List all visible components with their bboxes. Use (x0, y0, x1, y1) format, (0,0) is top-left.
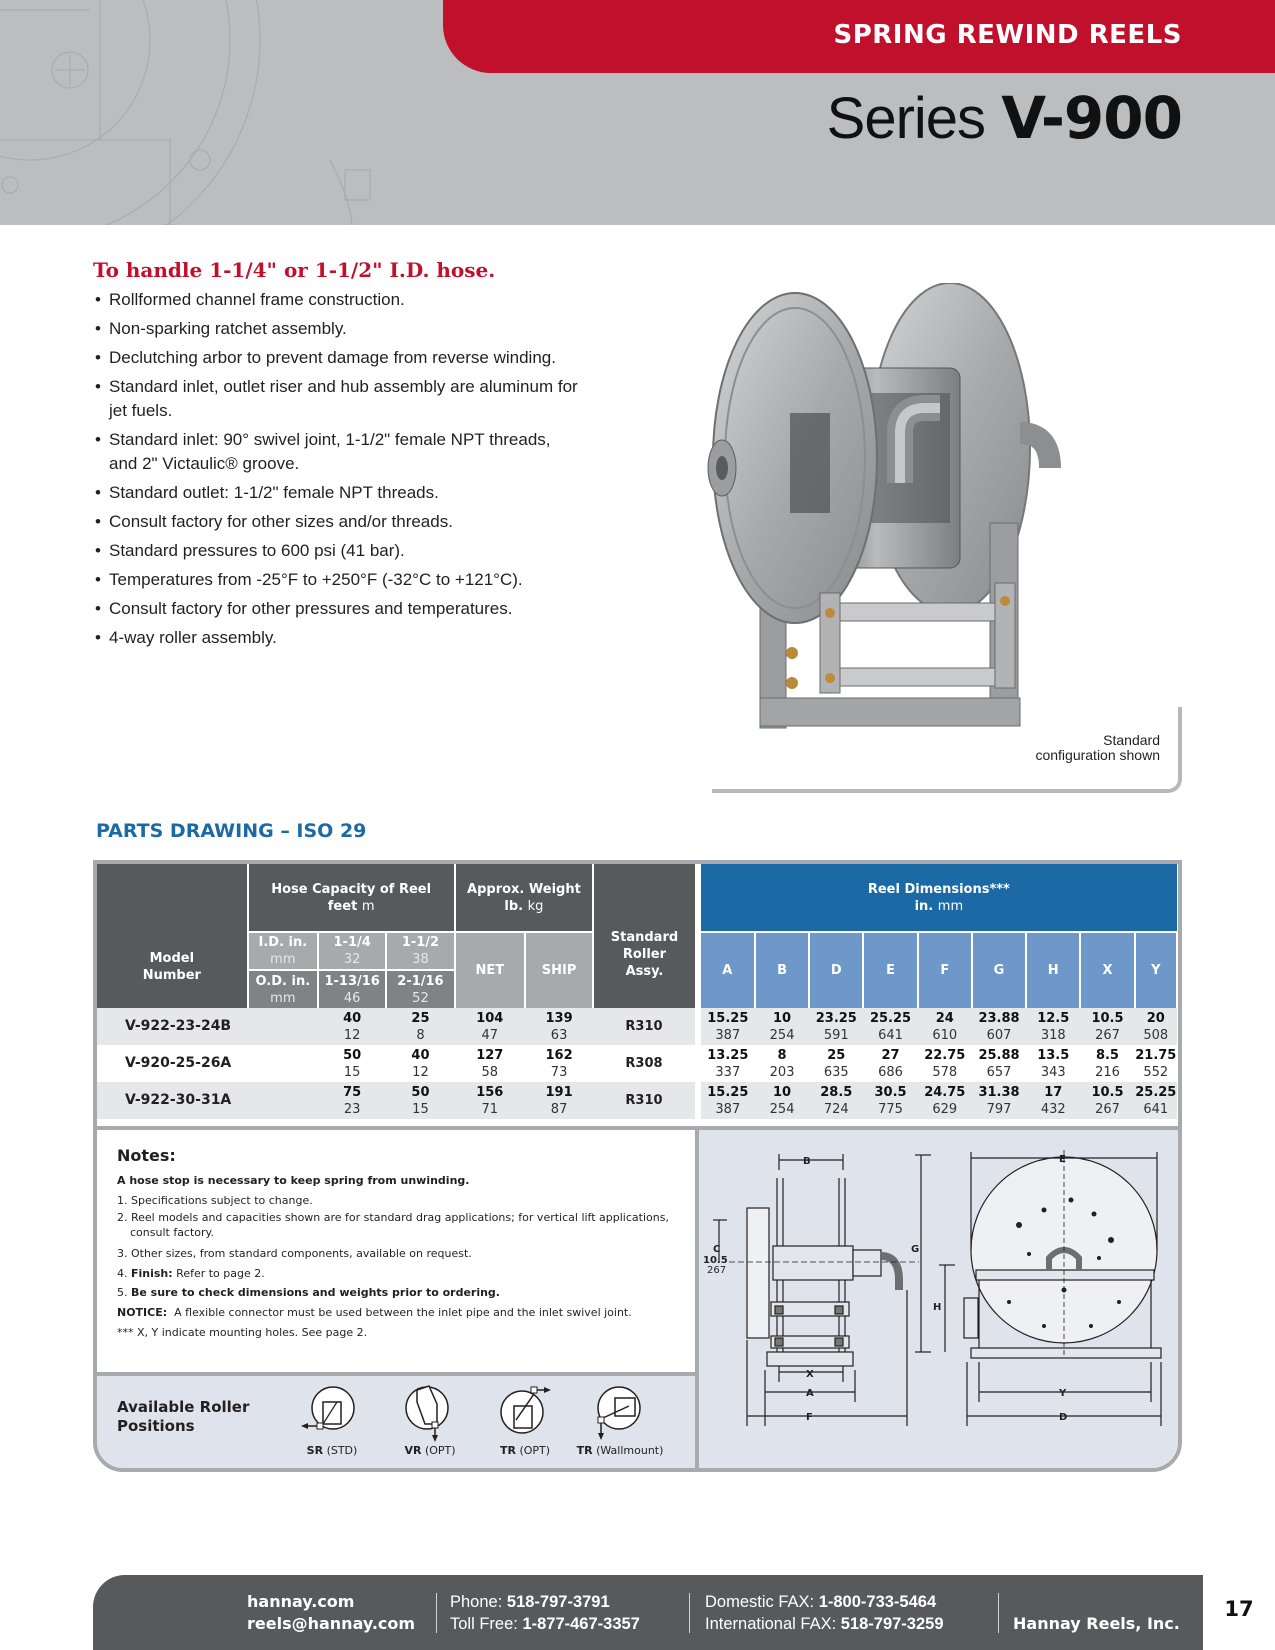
feature-item: • 4-way roller assembly. (93, 626, 583, 650)
check-text: Be sure to check dimensions and weights prior to ordering. (131, 1286, 500, 1300)
hose-size-od-in: 1-13/16 (324, 973, 380, 989)
company-name: Hannay Reels, Inc. (1013, 1614, 1180, 1633)
value-metric: 641 (878, 1027, 903, 1043)
notice-label: NOTICE: (117, 1305, 168, 1319)
dim-label-e: E (1059, 1154, 1066, 1165)
international-fax-line (705, 1613, 944, 1635)
roller-position-sr (277, 1382, 387, 1457)
hose-size-od-mm: 52 (412, 990, 429, 1006)
roller-code: VR (404, 1444, 422, 1457)
roller-note: (OPT) (424, 1444, 456, 1457)
roller-label (277, 1444, 387, 1457)
roller-position-vr (375, 1382, 485, 1457)
value-metric: 641 (1143, 1101, 1169, 1117)
dim-col-header: D (809, 932, 863, 1008)
dim-label-c-in: 10.5 (703, 1255, 728, 1266)
dim-cell (972, 1082, 1026, 1119)
dim-cell (1135, 1045, 1177, 1082)
value-metric: 610 (932, 1027, 958, 1043)
value-imperial: 50 (343, 1047, 362, 1063)
dim-cell (1026, 1082, 1080, 1119)
dim-col-header: B (755, 932, 809, 1008)
dim-cell (1080, 1045, 1134, 1082)
value-imperial: 156 (476, 1084, 504, 1100)
feature-item: • Temperatures from -25°F to +250°F (-32°C to +121°C). (93, 568, 583, 592)
dim-label-a: A (806, 1388, 814, 1399)
category-title: SPRING REWIND REELS (833, 20, 1182, 50)
tollfree-label: Toll Free: (450, 1615, 523, 1633)
parts-drawing-title: PARTS DRAWING – ISO 29 (96, 820, 367, 842)
footer-divider (689, 1593, 690, 1633)
dim-cell (1080, 1008, 1134, 1045)
roller-sr-icon (297, 1382, 367, 1444)
phone-label: Phone: (450, 1593, 507, 1611)
hose-size-id-in: 1-1/2 (401, 935, 440, 950)
weight-header-text: Approx. Weight (467, 881, 581, 897)
roller-positions-title: Available Roller Positions (117, 1398, 250, 1435)
hose-units-bold: feet (327, 898, 358, 914)
hose-size-id-in: 1-1/4 (333, 935, 371, 950)
footer-divider (436, 1593, 437, 1633)
dim-label-h: H (933, 1302, 942, 1313)
roller-position-tr-wallmount (565, 1382, 675, 1457)
weight-units-bold: lb. (504, 898, 524, 914)
dim-cell (863, 1008, 917, 1045)
value-metric: 508 (1143, 1027, 1169, 1043)
value-metric: 203 (769, 1064, 795, 1080)
od-label-cell (248, 970, 318, 1008)
value-metric: 254 (769, 1027, 795, 1043)
international-fax-number: 518-797-3259 (840, 1615, 944, 1633)
model-number: V-920-25-26A (125, 1055, 232, 1071)
note-item-finish (117, 1264, 695, 1284)
notice-text: A flexible connector must be used between the inlet pipe and the inlet swivel joint. (167, 1305, 632, 1319)
dimension-drawing (695, 1126, 1178, 1472)
roller-note: (STD) (326, 1444, 358, 1457)
value-metric: 797 (986, 1101, 1012, 1117)
tollfree-line (450, 1613, 640, 1635)
hose-size-od-mm: 46 (343, 990, 361, 1006)
hose-size-1-id (318, 932, 386, 970)
value-imperial: 191 (545, 1084, 573, 1100)
dim-cell (1135, 1082, 1177, 1119)
value-imperial: 25 (411, 1010, 430, 1026)
value-imperial: 162 (545, 1047, 573, 1063)
dim-label-d: D (1059, 1412, 1068, 1423)
roller-tr-wallmount-icon (585, 1382, 655, 1444)
value-metric: 254 (769, 1101, 795, 1117)
phone-number[interactable]: 518-797-3791 (506, 1593, 610, 1611)
hose-size-od-in: 2-1/16 (397, 973, 444, 989)
hose-size-1-od (318, 970, 386, 1008)
dimension-drawing-svg (699, 1130, 1178, 1472)
dim-cell (698, 1082, 755, 1119)
dim-label-c-mm: 267 (707, 1265, 727, 1276)
weight-cell (455, 1045, 525, 1082)
series-model: V-900 (1001, 84, 1182, 152)
value-metric: 591 (823, 1027, 849, 1043)
model-number-header (97, 864, 248, 1008)
model-header-text: Model Number (142, 951, 201, 983)
capacity-cell (386, 1008, 454, 1045)
table-row (97, 1045, 1177, 1082)
dim-col-header: Y (1135, 932, 1177, 1008)
mounting-note: *** X, Y indicate mounting holes. See page 2. (117, 1325, 368, 1339)
hose-capacity-header (248, 864, 455, 932)
footer-fax (705, 1591, 944, 1635)
model-number: V-922-30-31A (97, 1082, 318, 1119)
feature-item: • Standard inlet, outlet riser and hub assembly are aluminum for jet fuels. (93, 375, 583, 423)
roller-label (470, 1444, 580, 1457)
value-imperial: 104 (476, 1010, 504, 1026)
value-imperial: 24 (935, 1010, 954, 1026)
feature-item: • Consult factory for other pressures and temperatures. (93, 597, 583, 621)
value-metric: 71 (481, 1101, 499, 1117)
value-imperial: 139 (545, 1010, 573, 1026)
value-metric: 775 (878, 1101, 903, 1117)
value-imperial: 15.25 (707, 1010, 749, 1026)
dim-col-header: X (1080, 932, 1134, 1008)
feature-list (93, 288, 583, 655)
hose-size-id-mm: 32 (343, 952, 361, 967)
hose-units-light: m (361, 898, 375, 914)
value-imperial: 10 (773, 1010, 792, 1026)
series-prefix: Series (826, 86, 986, 151)
page-header (0, 0, 1275, 225)
dim-label-f: F (806, 1412, 813, 1423)
value-imperial: 24.75 (924, 1084, 966, 1100)
dim-cell (863, 1082, 917, 1119)
note-number: 5. (117, 1286, 131, 1300)
weight-net-header: NET (455, 932, 525, 1008)
value-imperial: 10.5 (1091, 1084, 1124, 1100)
value-imperial: 28.5 (820, 1084, 853, 1100)
value-imperial: 25 (827, 1047, 846, 1063)
value-metric: 73 (550, 1064, 568, 1080)
value-imperial: 127 (476, 1047, 504, 1063)
dim-col-header: H (1026, 932, 1080, 1008)
dim-cell (863, 1045, 917, 1082)
id-label: I.D. in. (258, 935, 308, 950)
feature-item: • Standard inlet: 90° swivel joint, 1-1/2" female NPT threads, and 2" Victaulic® groove. (93, 428, 583, 476)
value-imperial: 20 (1146, 1010, 1165, 1026)
weight-cell (525, 1045, 593, 1082)
dim-label-g: G (911, 1244, 920, 1255)
value-imperial: 17 (1044, 1084, 1063, 1100)
value-imperial: 30.5 (874, 1084, 907, 1100)
value-metric: 432 (1040, 1101, 1066, 1117)
dim-cell (809, 1008, 863, 1045)
value-metric: 724 (823, 1101, 849, 1117)
value-imperial: 25.88 (978, 1047, 1020, 1063)
page-number: 17 (1224, 1597, 1254, 1621)
value-imperial: 40 (411, 1047, 430, 1063)
capacity-cell (318, 1008, 386, 1045)
roller-assy-header (593, 864, 697, 1008)
dim-cell (755, 1082, 809, 1119)
value-metric: 12 (412, 1064, 429, 1080)
roller-label (565, 1444, 675, 1457)
page-footer (93, 1575, 1203, 1650)
hose-size-2-id (386, 932, 454, 970)
roller-code: TR (499, 1444, 516, 1457)
dim-cell (698, 1008, 755, 1045)
capacity-cell (318, 1045, 386, 1082)
value-imperial: 10 (773, 1084, 792, 1100)
value-metric: 387 (715, 1027, 741, 1043)
dim-cell (972, 1045, 1026, 1082)
model-number: V-922-23-24B (97, 1008, 318, 1045)
dim-cell (809, 1045, 863, 1082)
od-label: O.D. in. (255, 973, 311, 989)
note-item-check (117, 1283, 695, 1303)
photo-caption (1035, 733, 1160, 763)
value-metric: 8 (416, 1027, 425, 1043)
page-number-box (1203, 1575, 1275, 1650)
roller-code: SR (306, 1444, 324, 1457)
capacity-cell (318, 1082, 386, 1119)
email-link[interactable]: reels@hannay.com (247, 1614, 416, 1633)
dim-cell (918, 1008, 972, 1045)
value-metric: 63 (550, 1027, 568, 1043)
dim-label-x: X (806, 1369, 814, 1380)
notes-lead: A hose stop is necessary to keep spring from unwinding. (117, 1174, 470, 1187)
value-imperial: 13.25 (707, 1047, 749, 1063)
weight-ship-header: SHIP (525, 932, 593, 1008)
roller-assy: R308 (625, 1056, 663, 1071)
note-item: 2. Reel models and capacities shown are for standard drag applications; for vertical lift applications, consult factory. (117, 1211, 669, 1240)
dim-col-header: E (863, 932, 917, 1008)
finish-label: Finish: (131, 1266, 173, 1280)
value-imperial: 10.5 (1091, 1010, 1124, 1026)
value-metric: 58 (481, 1064, 499, 1080)
value-imperial: 13.5 (1037, 1047, 1070, 1063)
dim-col-header: F (918, 932, 972, 1008)
roller-position-tr (470, 1382, 580, 1457)
table-row (97, 1008, 1177, 1045)
value-metric: 12 (343, 1027, 361, 1043)
weight-cell (455, 1082, 525, 1119)
hose-size-2-od (386, 970, 454, 1008)
intro-title: To handle 1-1/4" or 1-1/2" I.D. hose. (93, 258, 496, 282)
dims-units-bold: in. (914, 898, 934, 914)
value-metric: 47 (481, 1027, 499, 1043)
hose-size-id-mm: 38 (412, 952, 429, 967)
value-metric: 337 (715, 1064, 741, 1080)
value-metric: 87 (550, 1101, 568, 1117)
dim-cell (918, 1045, 972, 1082)
dim-cell (755, 1008, 809, 1045)
spec-panel (93, 860, 1182, 1472)
dim-label-b: B (803, 1156, 811, 1167)
value-imperial: 50 (411, 1084, 430, 1100)
roller-tr-icon (490, 1382, 560, 1444)
value-imperial: 40 (343, 1010, 362, 1026)
reel-product-photo (700, 283, 1120, 743)
domestic-fax-line (705, 1591, 944, 1613)
dim-label-c: C (713, 1244, 721, 1255)
value-metric: 686 (878, 1064, 903, 1080)
spec-table (97, 864, 1178, 1119)
value-imperial: 8 (777, 1047, 787, 1063)
roller-label (375, 1444, 485, 1457)
weight-cell (525, 1008, 593, 1045)
finish-text: Refer to page 2. (172, 1266, 265, 1280)
value-metric: 23 (343, 1101, 361, 1117)
value-metric: 607 (986, 1027, 1012, 1043)
dim-col-header: A (698, 932, 755, 1008)
dims-units-light: mm (937, 898, 964, 914)
dim-col-header: G (972, 932, 1026, 1008)
capacity-cell (386, 1045, 454, 1082)
value-metric: 318 (1040, 1027, 1066, 1043)
value-imperial: 21.75 (1135, 1047, 1177, 1063)
table-row (97, 1082, 1177, 1119)
od-unit: mm (270, 990, 296, 1006)
header-background-drawing (0, 0, 420, 225)
value-imperial: 75 (343, 1084, 362, 1100)
roller-assy: R310 (593, 1008, 697, 1045)
phone-line (450, 1591, 640, 1613)
footer-phone (450, 1591, 640, 1635)
roller-note: (OPT) (519, 1444, 551, 1457)
tollfree-number[interactable]: 1-877-467-3357 (522, 1615, 640, 1633)
weight-cell (525, 1082, 593, 1119)
dim-cell (698, 1045, 755, 1082)
weight-cell (455, 1008, 525, 1045)
dim-cell (1026, 1045, 1080, 1082)
dim-cell (972, 1008, 1026, 1045)
value-imperial: 25.25 (869, 1010, 912, 1026)
feature-item: • Rollformed channel frame construction. (93, 288, 583, 312)
value-imperial: 12.5 (1037, 1010, 1070, 1026)
value-metric: 635 (823, 1064, 849, 1080)
domestic-fax-number: 1-800-733-5464 (818, 1593, 937, 1611)
value-imperial: 23.88 (978, 1010, 1020, 1026)
weight-header (455, 864, 594, 932)
notes-title: Notes: (117, 1146, 176, 1165)
capacity-cell (386, 1082, 454, 1119)
dim-label-y: Y (1059, 1388, 1067, 1399)
value-metric: 343 (1040, 1064, 1066, 1080)
value-metric: 267 (1095, 1101, 1120, 1117)
value-imperial: 23.25 (815, 1010, 857, 1026)
id-unit: mm (270, 952, 296, 967)
note-item: 3. Other sizes, from standard components, available on request. (117, 1247, 472, 1261)
weight-units-light: kg (527, 898, 544, 914)
feature-item: • Non-sparking ratchet assembly. (93, 317, 583, 341)
dims-header-text: Reel Dimensions*** (867, 881, 1010, 897)
roller-assy: R310 (593, 1082, 697, 1119)
series-title (827, 84, 1182, 152)
caption-line: configuration shown (1035, 747, 1160, 763)
value-metric: 552 (1143, 1064, 1169, 1080)
note-number: 4. (117, 1266, 131, 1280)
reel-dimensions-header (698, 864, 1177, 932)
id-label-cell (248, 932, 318, 970)
feature-item: • Standard outlet: 1-1/2" female NPT threads. (93, 481, 583, 505)
value-imperial: 27 (881, 1047, 900, 1063)
notice (117, 1303, 695, 1323)
notes-section (97, 1126, 695, 1385)
value-metric: 657 (986, 1064, 1012, 1080)
dim-cell (809, 1082, 863, 1119)
dim-cell (1026, 1008, 1080, 1045)
feature-item: • Standard pressures to 600 psi (41 bar). (93, 539, 583, 563)
dim-cell (1135, 1008, 1177, 1045)
roller-note: (Wallmount) (596, 1444, 664, 1457)
value-metric: 629 (932, 1101, 958, 1117)
value-metric: 15 (343, 1064, 361, 1080)
note-item: 1. Specifications subject to change. (117, 1193, 313, 1207)
website-link[interactable]: hannay.com (247, 1592, 355, 1611)
domestic-fax-label: Domestic FAX: (705, 1593, 819, 1611)
roller-code: TR (576, 1444, 593, 1457)
dim-cell (755, 1045, 809, 1082)
value-metric: 387 (715, 1101, 741, 1117)
value-metric: 578 (932, 1064, 958, 1080)
dim-cell (1080, 1082, 1134, 1119)
value-metric: 216 (1095, 1064, 1120, 1080)
caption-line: Standard (1103, 732, 1160, 748)
photo-caption-frame (712, 707, 1182, 793)
value-imperial: 15.25 (707, 1084, 749, 1100)
value-metric: 15 (412, 1101, 429, 1117)
value-imperial: 8.5 (1095, 1047, 1119, 1063)
value-imperial: 22.75 (924, 1047, 966, 1063)
feature-item: • Consult factory for other sizes and/or threads. (93, 510, 583, 534)
value-imperial: 31.38 (978, 1084, 1020, 1100)
dim-cell (918, 1082, 972, 1119)
roller-header-text: Standard Roller Assy. (610, 929, 679, 979)
roller-positions-section (97, 1372, 695, 1472)
value-metric: 267 (1095, 1027, 1120, 1043)
footer-web (247, 1591, 415, 1635)
roller-vr-icon (395, 1382, 465, 1444)
international-fax-label: International FAX: (705, 1615, 841, 1633)
value-imperial: 25.25 (1135, 1084, 1177, 1100)
hose-header-text: Hose Capacity of Reel (271, 881, 432, 897)
feature-item: • Declutching arbor to prevent damage from reverse winding. (93, 346, 583, 370)
footer-divider (998, 1593, 999, 1633)
